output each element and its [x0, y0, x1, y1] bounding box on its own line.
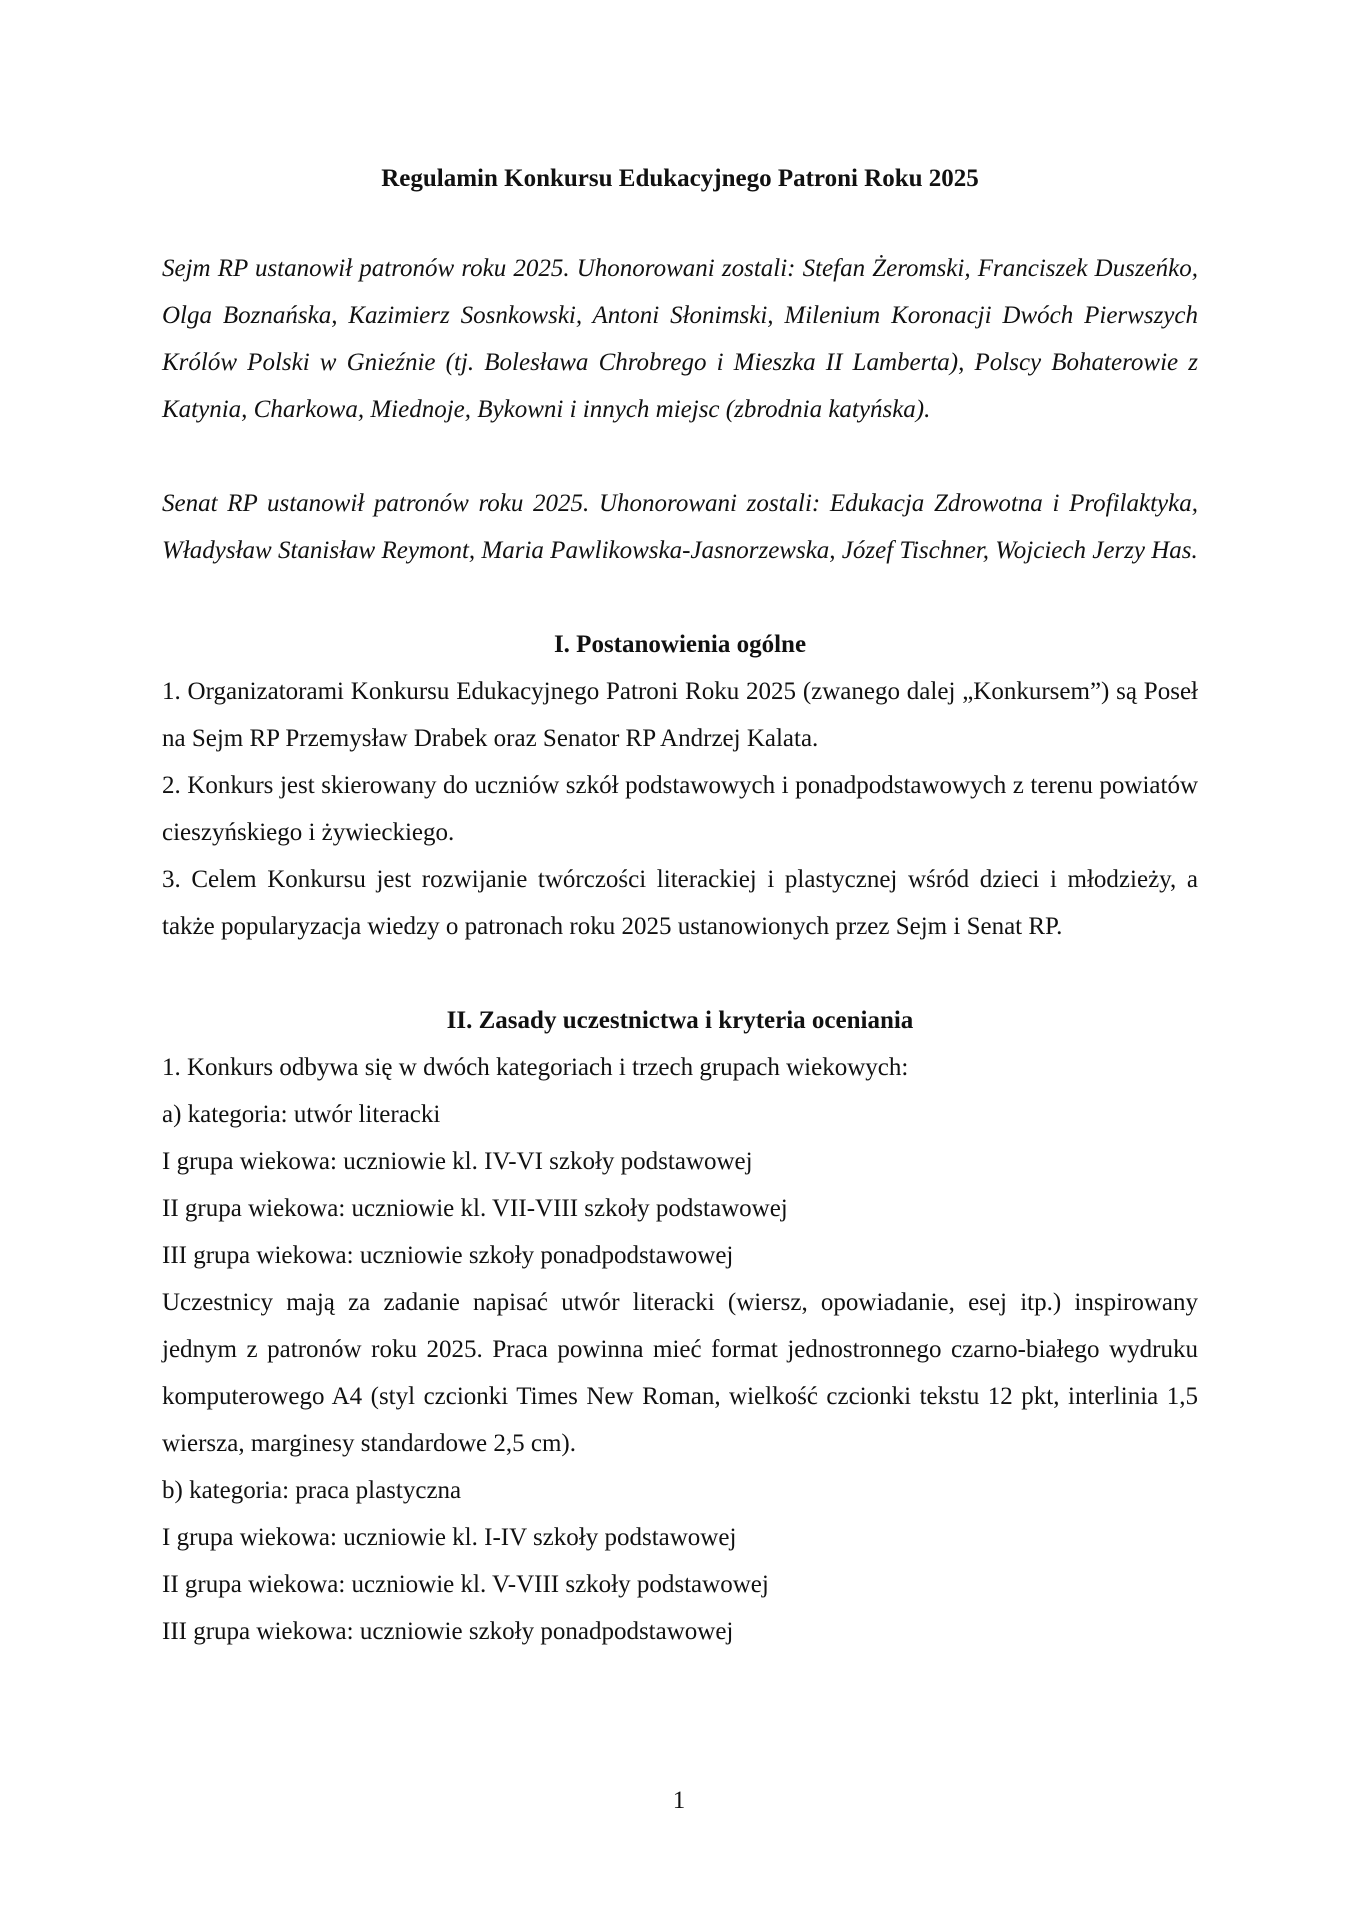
age-group-item: III grupa wiekowa: uczniowie szkoły ponadpodstawowej	[162, 1242, 734, 1269]
age-group-item: I grupa wiekowa: uczniowie kl. I-IV szkoły podstawowej	[162, 1524, 737, 1551]
section-intro: 1. Konkurs odbywa się w dwóch kategoriach i trzech grupach wiekowych:	[162, 1054, 909, 1081]
page-number: 1	[672, 1787, 686, 1814]
category-a-label: a) kategoria: utwór literacki	[162, 1101, 441, 1128]
list-item: 1. Organizatorami Konkursu Edukacyjnego Patroni Roku 2025 (zwanego dalej „Konkursem”) są Poseł na Sejm RP Przemysław Drabek oraz Senator RP Andrzej Kalata.	[162, 678, 1198, 752]
document-title: Regulamin Konkursu Edukacyjnego Patroni Roku 2025	[381, 165, 979, 192]
age-group-item: II grupa wiekowa: uczniowie kl. VII-VIII szkoły podstawowej	[162, 1195, 788, 1222]
section-heading-participation-rules: II. Zasady uczestnictwa i kryteria oceniania	[446, 1007, 914, 1034]
section-heading-general-provisions: I. Postanowienia ogólne	[553, 631, 807, 658]
intro-sejm-paragraph: Sejm RP ustanowił patronów roku 2025. Uhonorowani zostali: Stefan Żeromski, Franciszek Duszeńko, Olga Boznańska, Kazimierz Sosnkowski, Antoni Słonimski, Milenium Koronacji Dwóch Pierwszych Królów Polski w Gnieźnie (tj. Bolesława Chrobrego i Mieszka II Lamberta), Polscy Bohaterowie z Katynia, Charkowa, Miednoje, Bykowni i innych miejsc (zbrodnia katyńska).	[162, 255, 1198, 423]
age-group-item: III grupa wiekowa: uczniowie szkoły ponadpodstawowej	[162, 1618, 734, 1645]
list-item: 2. Konkurs jest skierowany do uczniów szkół podstawowych i ponadpodstawowych z terenu powiatów cieszyńskiego i żywieckiego.	[162, 772, 1198, 846]
category-b-label: b) kategoria: praca plastyczna	[162, 1477, 462, 1504]
age-group-item: II grupa wiekowa: uczniowie kl. V-VIII szkoły podstawowej	[162, 1571, 769, 1598]
list-item: 3. Celem Konkursu jest rozwijanie twórczości literackiej i plastycznej wśród dzieci i młodzieży, a także popularyzacja wiedzy o patronach roku 2025 ustanowionych przez Sejm i Senat RP.	[162, 866, 1198, 940]
age-group-item: I grupa wiekowa: uczniowie kl. IV-VI szkoły podstawowej	[162, 1148, 753, 1175]
document-body	[162, 160, 1198, 1655]
intro-senat-paragraph: Senat RP ustanowił patronów roku 2025. Uhonorowani zostali: Edukacja Zdrowotna i Profilaktyka, Władysław Stanisław Reymont, Maria Pawlikowska-Jasnorzewska, Józef Tischner, Wojciech Jerzy Has.	[162, 490, 1198, 564]
category-a-description: Uczestnicy mają za zadanie napisać utwór literacki (wiersz, opowiadanie, esej itp.) inspirowany jednym z patronów roku 2025. Praca powinna mieć format jednostronnego czarno-białego wydruku komputerowego A4 (styl czcionki Times New Roman, wielkość czcionki tekstu 12 pkt, interlinia 1,5 wiersza, marginesy standardowe 2,5 cm).	[162, 1289, 1198, 1457]
